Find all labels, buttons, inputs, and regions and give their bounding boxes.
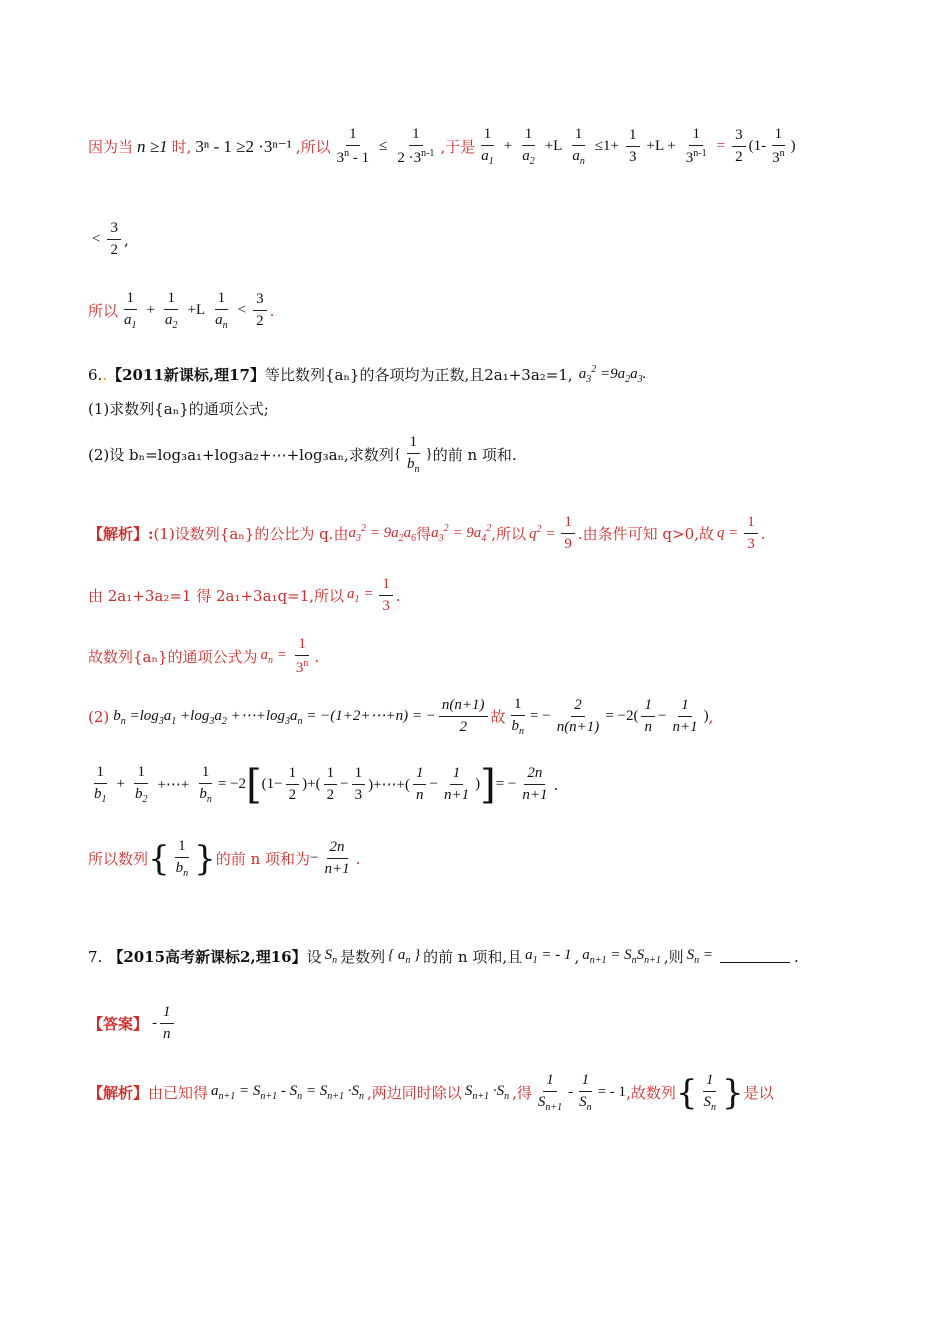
q6-sol-label: 【解析】:	[88, 525, 154, 544]
p5-yushi: ,于是	[440, 138, 476, 157]
q7-answer: 【答案】 - $\frac{1}{n}$	[88, 1004, 177, 1044]
p5-line1: 因为当 n ≥1 时, 3ⁿ - 1 ≥2 ·3ⁿ⁻¹ ,所以 $\frac{1}{3^n - 1}$ ≤ $\frac{1}{2 \cdot 3^{n-1}}$ ,于是 $\frac{1}{a_1}$ + $\frac{1}{a_2}$ +L $\frac{1}{a_n}$ ≤1+ $\frac{1}{3}$ +L + $\frac{1}{3^{n-1}}$ = $\frac{3}{2}$ (1- $\frac{1}{3^n}$ )	[88, 126, 796, 168]
p5-shi: 时,	[171, 138, 192, 157]
p5-conclusion: 所以	[88, 302, 119, 321]
q7-stem: 7. 【2015高考新课标2,理16】 设 $S_n$ 是数列 { $a_n$ } 的前 n 项和,且 $a_1$ = - 1 , $a_{n+1} = S_nS_{n+1}$ ,则 $S_n$ = .	[88, 947, 799, 966]
q6-sol-line3: 故数列{aₙ}的通项公式为 $a_n$ = $\frac{1}{3^n}$ .	[88, 636, 320, 677]
q7-solution: 【解析】 由已知得 $a_{n+1} = S_{n+1} - S_n = S_{n+1} \cdot S_n$ ,两边同时除以 $S_{n+1} \cdot S_n$ ,得 $\frac{1}{S_{n+1}}$ - $\frac{1}{S_n}$ = - 1 ,故数列 { $\frac{1}{S_n}$ } 是以	[88, 1072, 774, 1114]
q6-sol-line6: 所以数列 { $\frac{1}{b_n}$ } 的前 n 项和为 − $\frac{2n}{n+1}$ .	[88, 838, 361, 880]
p5-suoyi: ,所以	[295, 138, 331, 157]
q6-part1: (1)求数列{aₙ}的通项公式;	[88, 400, 269, 418]
q6-sol-line2: 由 2a₁+3a₂=1 得 2a₁+3a₁q=1,所以 $a_1$ = $\frac{1}{3}$ .	[88, 576, 401, 615]
p5-frac-b: $\frac{1}{2 \cdot 3^{n-1}}$	[397, 126, 435, 167]
q6-number: 6.	[88, 365, 103, 384]
q6-stem-text: 等比数列{aₙ}的各项均为正数,且2a₁+3a₂=1,	[264, 366, 573, 384]
q7-source: 【2015高考新课标2,理16】	[108, 948, 307, 966]
q7-sol-label: 【解析】	[88, 1084, 149, 1103]
q6-sol-line5: $\frac{1}{b_1}$ + $\frac{1}{b_2}$ +⋯+ $\frac{1}{b_n}$ = −2 [ (1− $\frac{1}{2}$ )+( $\frac{1}{2}$ − $\frac{1}{3}$ )+⋯+( $\frac{1}{n}$ − $\frac{1}{n+1}$ ) ] = − $\frac{2n}{n+1}$ .	[94, 761, 559, 808]
p5-line3: 所以 $\frac{1}{a_1}$ + $\frac{1}{a_2}$ +L $\frac{1}{a_n}$ < $\frac{3}{2}$ .	[88, 290, 275, 332]
p5-condition: n ≥1	[137, 136, 168, 156]
q6-sol-line1: 【解析】: (1)设数列{aₙ}的公比为 q.由 $a_3^2 = 9a_2a_6$ 得 $a_3^2 = 9a_4^2$ ,所以 $q^2$ = $\frac{1}{9}$ .由条件可知 q>0,故 q = $\frac{1}{3}$ .	[88, 514, 766, 553]
q6-sol-line4: (2) $b_n =\log_3a_1 +\log_3a_2$ $+\cdots+\log_3a_n$ = −(1+2+⋯+n) = − $\frac{n(n+1)}{2}$ 故 $\frac{1}{b_n}$ = − $\frac{2}{n(n+1)}$ = −2( $\frac{1}{n}$ − $\frac{1}{n+1}$ ) ,	[88, 696, 714, 738]
answer-blank	[720, 950, 790, 963]
q6-stem: 6. . 【2011新课标,理17】 等比数列{aₙ}的各项均为正数,且2a₁+3a₂=1, $a_3^2 =9a_2a_3$.	[88, 364, 647, 385]
p5-frac-a: $\frac{1}{3^n - 1}$	[336, 126, 370, 167]
q7-ans-label: 【答案】	[88, 1015, 149, 1034]
q7-number: 7.	[88, 947, 103, 966]
q6-part2: (2)设 bₙ=log₃a₁+log₃a₂+⋯+log₃aₙ,求数列 { $\frac{1}{b_n}$ } 的前 n 项和.	[88, 434, 517, 476]
p5-ineq: 3ⁿ - 1 ≥2 ·3ⁿ⁻¹	[195, 136, 292, 156]
q6-source: 【2011新课标,理17】	[107, 366, 265, 384]
p5-because: 因为当	[88, 138, 134, 157]
p5-line2: < $\frac{3}{2}$ ,	[92, 220, 129, 259]
